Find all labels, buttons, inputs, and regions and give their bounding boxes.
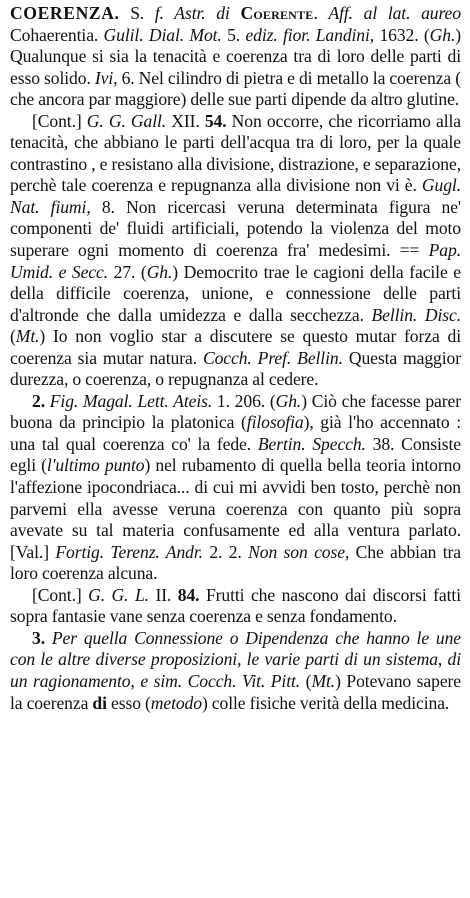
- text-run: (: [10, 326, 16, 347]
- text-run: Cohaerentia.: [10, 24, 104, 45]
- text-run: Questa maggior durezza, o coerenza, o repugnanza al cedere.: [10, 347, 461, 390]
- text-run: [230, 3, 241, 23]
- text-run: S.: [119, 3, 155, 23]
- text-run: ) Democrito trae le cagioni della facile e della difficile coerenza, unione, e connessione delle parti d'altronde che dalla umidezza e dalla secchezza.: [10, 261, 461, 325]
- citation-run: Gh.: [146, 261, 173, 282]
- citation-run: le varie parti di un sistema: [246, 649, 438, 670]
- citation-run: di un ragionamento: [10, 649, 461, 691]
- citation-run: l'ultimo punto: [46, 455, 145, 476]
- text-run: ) Qualunque si sia la tenacità e coerenza tra di loro delle parti di esso solido.: [10, 24, 462, 88]
- text-run: 27. (: [108, 261, 147, 282]
- text-run: ) colle fisiche verità della medicina.: [201, 692, 450, 713]
- text-run: ,: [237, 649, 247, 670]
- text-run: XII.: [166, 110, 205, 131]
- bold-run: 54.: [204, 110, 227, 131]
- citation-run: Gulil. Dial. Mot.: [103, 24, 222, 45]
- headword: COERENZA.: [10, 3, 120, 23]
- entry-paragraph-2: [10, 111, 461, 391]
- text-run: II.: [148, 584, 178, 605]
- bold-run: di: [92, 692, 107, 713]
- entry-paragraph-1: [10, 3, 461, 111]
- entry-paragraph-3: [10, 391, 461, 585]
- text-run: [45, 628, 52, 648]
- citation-run: Bertin. Specch.: [257, 433, 366, 454]
- text-run: ) Potevano sapere la coerenza: [10, 670, 462, 713]
- citation-run: Gh.: [275, 390, 302, 411]
- entry-paragraph-4: [10, 585, 461, 628]
- citation-run: Aff. al lat. aureo: [328, 3, 461, 23]
- text-run: ,: [130, 670, 141, 691]
- text-run: 1. 206. (: [212, 390, 276, 411]
- bold-run: 2.: [32, 390, 45, 411]
- citation-run: Fig. Magal. Lett. Ateis.: [49, 390, 213, 411]
- text-run: Non occorre, che ricorriamo alla tenacità, che abbiano le parti dell'acqua tra di loro, per la quale contrastino , e resistano alla divisione, distrazione, e separazione, perchè tale coerenza e repugnanza alla divisione non vi è.: [10, 110, 461, 196]
- text-run: esso (: [106, 692, 151, 713]
- cross-reference: Coerente: [240, 3, 314, 23]
- text-run: 8. Non ricercasi veruna determinata figura ne' componenti de' fluidi artificiali, potendo la violenza del moto superare ogni momento di coerenza fra' medesimi. ==: [10, 196, 462, 261]
- citation-run: Mt.: [15, 326, 40, 347]
- text-run: ) Io non voglio star a discutere se questo mutar forza di coerenza sia mutar natura.: [10, 326, 461, 368]
- text-run: ) nel rubamento di quella bella teoria intorno l'affezione ipocondriaca... di cui mi avvidi ben tosto, perchè non parvemi ella avesse veruna coerenza con quanto più sopra avevate su tal materia confusamente ed alla ventura parlato. [Val.]: [10, 455, 461, 562]
- citation-run: Gugl. Nat. fiumi,: [10, 175, 461, 217]
- text-run: 5.: [221, 24, 246, 45]
- text-run: 38. Consiste egli (: [10, 433, 461, 476]
- citation-run: Gh.: [429, 24, 456, 45]
- citation-run: Cocch. Pref. Bellin.: [202, 347, 343, 368]
- text-run: [Cont.]: [32, 584, 89, 605]
- citation-run: f. Astr.: [154, 3, 206, 23]
- text-run: Che abbian tra loro coerenza alcuna.: [10, 541, 461, 584]
- text-run: [206, 3, 217, 23]
- text-run: .: [313, 3, 329, 23]
- citation-run: Fortig. Terenz. Andr.: [55, 541, 203, 562]
- citation-run: Ivi,: [94, 67, 118, 88]
- citation-run: Pap. Umid. e Secc.: [10, 240, 461, 282]
- text-run: 1632. (: [374, 24, 430, 45]
- citation-run: Bellin. Disc.: [371, 304, 461, 325]
- text-run: Frutti che nascono dai discorsi fatti sopra fantasie vane senza coerenza e senza fondamento.: [10, 584, 462, 627]
- citation-run: Mt.: [311, 670, 336, 691]
- text-run: ,: [437, 649, 448, 670]
- text-run: 2. 2.: [202, 541, 249, 562]
- citation-run: Cocch. Vit. Pitt.: [187, 670, 301, 691]
- text-run: (: [300, 670, 312, 691]
- bold-run: 84.: [177, 584, 200, 605]
- text-run: [Cont.]: [32, 110, 87, 131]
- citation-run: ediz. fior. Landini,: [245, 24, 375, 45]
- text-run: ) Ciò che facesse parer buona da principio la platonica (: [10, 390, 461, 433]
- bold-run: 3.: [32, 627, 45, 648]
- citation-run: Per quella Connessione o Dipendenza che hanno le une con le altre diverse proposizioni: [10, 627, 461, 670]
- entry-paragraph-5: [10, 628, 461, 714]
- citation-run: filosofia: [246, 412, 304, 433]
- text-run: 6. Nel cilindro di pietra e di metallo la coerenza ( che ancora par maggiore) delle sue parti dipende da altro glutine.: [10, 67, 461, 110]
- citation-run: e sim.: [140, 670, 183, 691]
- citation-run: G. G. Gall.: [86, 110, 167, 131]
- citation-run: G. G. L.: [88, 584, 149, 605]
- citation-run: Non son cose,: [248, 541, 350, 562]
- citation-run: di: [216, 3, 230, 23]
- text-run: ), già l'ho accennato : una tal qual coerenza co' la fede.: [10, 412, 462, 454]
- citation-run: metodo: [150, 692, 202, 713]
